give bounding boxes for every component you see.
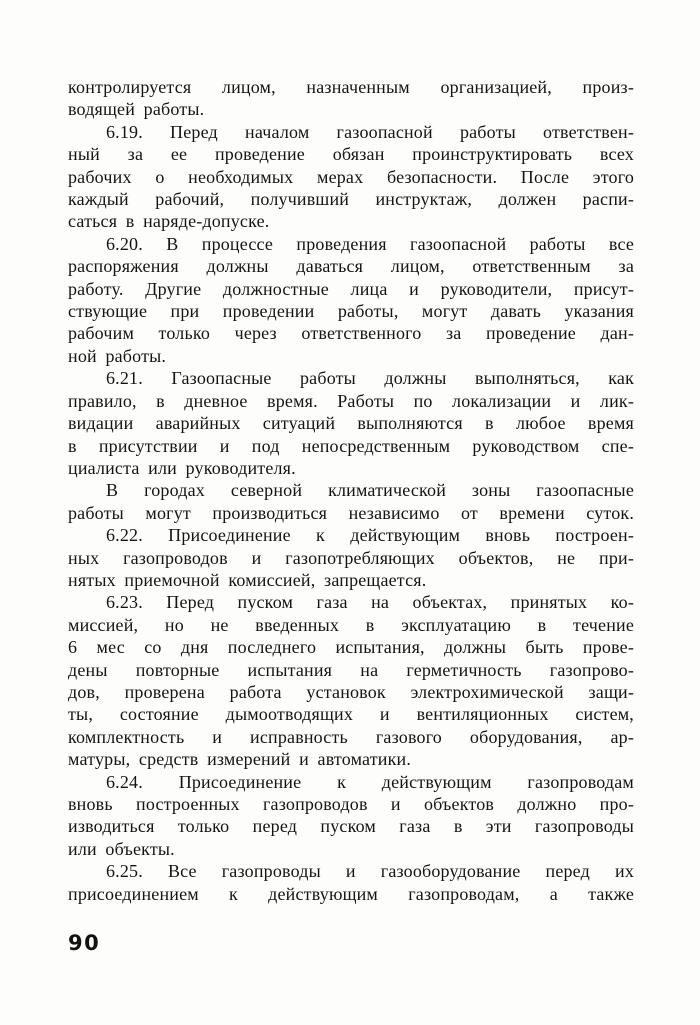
paragraph [68, 771, 634, 861]
text-line: водящей работы. [68, 99, 205, 120]
text-line: 6.23. Перед пуском газа на объектах, принятых ко- [106, 592, 634, 613]
text-line: циалиста или руководителя. [68, 457, 296, 478]
text-line: работы могут производиться независимо от времени суток. [68, 502, 634, 523]
text-line: нятых приемочной комиссией, запрещается. [68, 569, 427, 590]
paragraph [68, 860, 634, 905]
paragraph [68, 76, 634, 121]
text-line: ты, состояние дымоотводящих и вентиляционных систем, [68, 704, 634, 725]
text-line: матуры, средств измерений и автоматики. [68, 749, 412, 770]
text-line: 6.20. В процессе проведения газоопасной работы все [106, 233, 634, 254]
text-line: или объекты. [68, 838, 175, 859]
text-line: рабочих о необходимых мерах безопасности. После этого [68, 166, 634, 187]
text-line: изводиться только перед пуском газа в эти газопроводы [68, 816, 634, 837]
text-line: В городах северной климатической зоны газоопасные [106, 480, 634, 501]
text-line: саться в наряде-допуске. [68, 211, 270, 232]
page-number: 90 [68, 931, 101, 955]
text-line: ных газопроводов и газопотребляющих объектов, не при- [68, 547, 634, 568]
page-text [68, 76, 634, 905]
text-line: 6.21. Газоопасные работы должны выполняться, как [106, 368, 634, 389]
text-line: рабочим только через ответственного за проведение дан- [68, 323, 634, 344]
text-line: присоединением к действующим газопроводам, а также [68, 883, 634, 904]
text-line: работу. Другие должностные лица и руководители, присут- [68, 278, 634, 299]
text-line: распоряжения должны даваться лицом, ответственным за [68, 256, 634, 277]
paragraph [68, 367, 634, 479]
text-line: миссией, но не введенных в эксплуатацию в течение [68, 614, 634, 635]
text-line: ный за ее проведение обязан проинструктировать всех [68, 144, 634, 165]
paragraph [68, 524, 634, 591]
text-line: дены повторные испытания на герметичность газопрово- [68, 659, 634, 680]
text-line: дов, проверена работа установок электрохимической защи- [68, 681, 634, 702]
paragraph [68, 591, 634, 770]
text-line: комплектность и исправность газового оборудования, ар- [68, 726, 634, 747]
text-line: ствующие при проведении работы, могут давать указания [68, 301, 634, 322]
text-line: 6.22. Присоединение к действующим вновь построен- [106, 525, 634, 546]
text-line: вновь построенных газопроводов и объектов должно про- [68, 794, 634, 814]
text-line: в присутствии и под непосредственным руководством спе- [68, 435, 634, 456]
text-line: правило, в дневное время. Работы по локализации и лик- [68, 390, 634, 411]
paragraph [68, 233, 634, 367]
text-line: каждый рабочий, получивший инструктаж, должен распи- [68, 189, 634, 210]
text-line: контролируется лицом, назначенным организацией, произ- [68, 77, 634, 97]
text-line: 6.25. Все газопроводы и газооборудование перед их [106, 861, 634, 882]
text-line: 6.19. Перед началом газоопасной работы ответствен- [106, 121, 634, 142]
text-line: 6.24. Присоединение к действующим газопроводам [106, 771, 634, 792]
paragraph [68, 479, 634, 524]
paragraph [68, 121, 634, 233]
text-line: ной работы. [68, 345, 167, 366]
text-line: 6 мес со дня последнего испытания, должны быть прове- [68, 637, 634, 658]
text-line: видации аварийных ситуаций выполняются в любое время [68, 413, 634, 434]
